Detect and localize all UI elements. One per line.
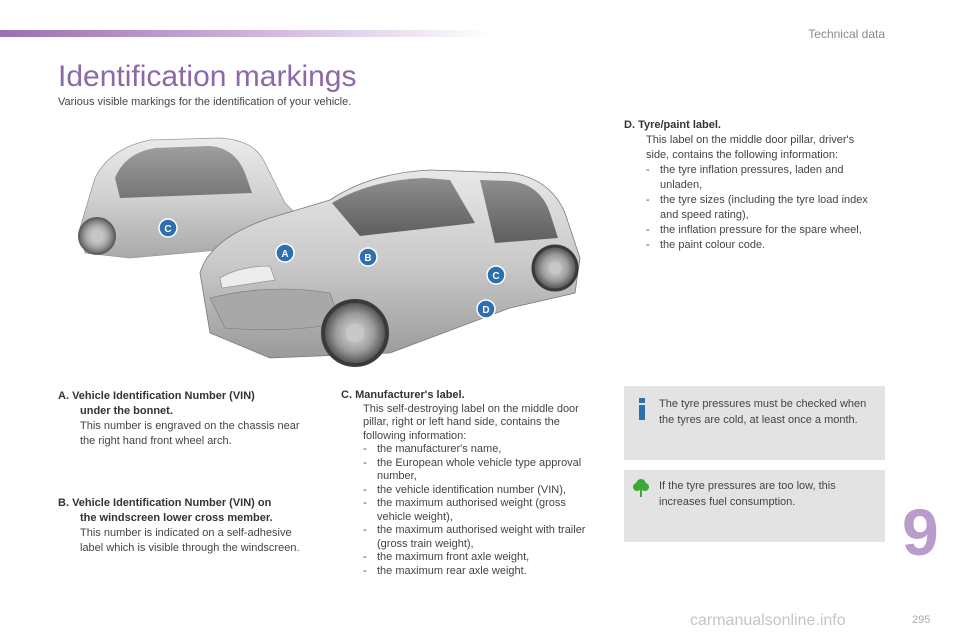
info-icon [636,398,648,420]
car-illustration [70,118,610,380]
eco-box-fuel-text: If the tyre pressures are too low, this increases fuel consumption. [659,480,836,508]
block-a-body: This number is engraved on the chassis near the right hand front wheel arch. [80,420,300,447]
block-d-heading: Tyre/paint label. [638,119,721,131]
block-a-letter: A. [58,390,69,402]
svg-text:D: D [482,305,490,316]
page-number: 295 [912,614,931,626]
list-item: - the paint colour code. [646,238,879,253]
svg-text:C: C [164,224,172,235]
svg-text:B: B [364,253,372,264]
block-c-letter: C. [341,389,352,401]
chapter-number: 9 [902,495,939,569]
block-b-vin-windscreen [58,496,313,556]
block-d-tyre-paint-label [624,118,879,253]
list-item: - the maximum front axle weight, [363,551,599,565]
eco-box-fuel [624,470,885,542]
list-item: - the manufacturer's name, [363,443,599,457]
marker-a [276,244,294,262]
marker-c-front [487,266,505,284]
block-c-manufacturer-label [341,389,599,578]
list-item: - the European whole vehicle type approval number, [363,457,599,484]
list-item: - the maximum authorised weight (gross vehicle weight), [363,497,599,524]
info-box-tyre-check-text: The tyre pressures must be checked when the tyres are cold, at least once a month. [659,398,867,426]
block-c-heading: Manufacturer's label. [355,389,465,401]
block-d-letter: D. [624,119,635,131]
info-box-tyre-check [624,386,885,460]
marker-d [477,300,495,318]
marker-b [359,248,377,266]
block-a-heading-1: Vehicle Identification Number (VIN) [72,390,255,402]
list-item: - the tyre inflation pressures, laden and unladen, [646,163,879,193]
block-d-list [624,163,879,253]
header-accent-bar [0,30,490,37]
list-item: - the inflation pressure for the spare wheel, [646,223,879,238]
block-b-letter: B. [58,497,69,509]
block-b-heading-1: Vehicle Identification Number (VIN) on [72,497,272,509]
block-c-body: This self-destroying label on the middle door pillar, right or left hand side, contains the following information: [363,402,579,442]
list-item: - the vehicle identification number (VIN), [363,484,599,498]
block-a-heading-2: under the bonnet. [80,405,173,417]
page-title: Identification markings [58,60,357,93]
page-subtitle: Various visible markings for the identification of your vehicle. [58,96,352,108]
block-d-body: This label on the middle door pillar, driver's side, contains the following information: [646,134,855,161]
list-item: - the maximum rear axle weight. [363,565,599,579]
svg-text:C: C [492,271,500,282]
block-c-list [341,443,599,578]
svg-text:A: A [281,249,289,260]
block-b-body: This number is indicated on a self-adhesive label which is visible through the windscreen. [80,527,300,554]
watermark: carmanualsonline.info [690,612,846,629]
section-title: Technical data [808,27,885,41]
block-b-heading-2: the windscreen lower cross member. [80,512,273,524]
block-a-vin-bonnet [58,389,308,449]
eco-tree-icon [632,478,650,498]
list-item: - the maximum authorised weight with trailer (gross train weight), [363,524,599,551]
marker-c-rear [159,219,177,237]
list-item: - the tyre sizes (including the tyre load index and speed rating), [646,193,879,223]
